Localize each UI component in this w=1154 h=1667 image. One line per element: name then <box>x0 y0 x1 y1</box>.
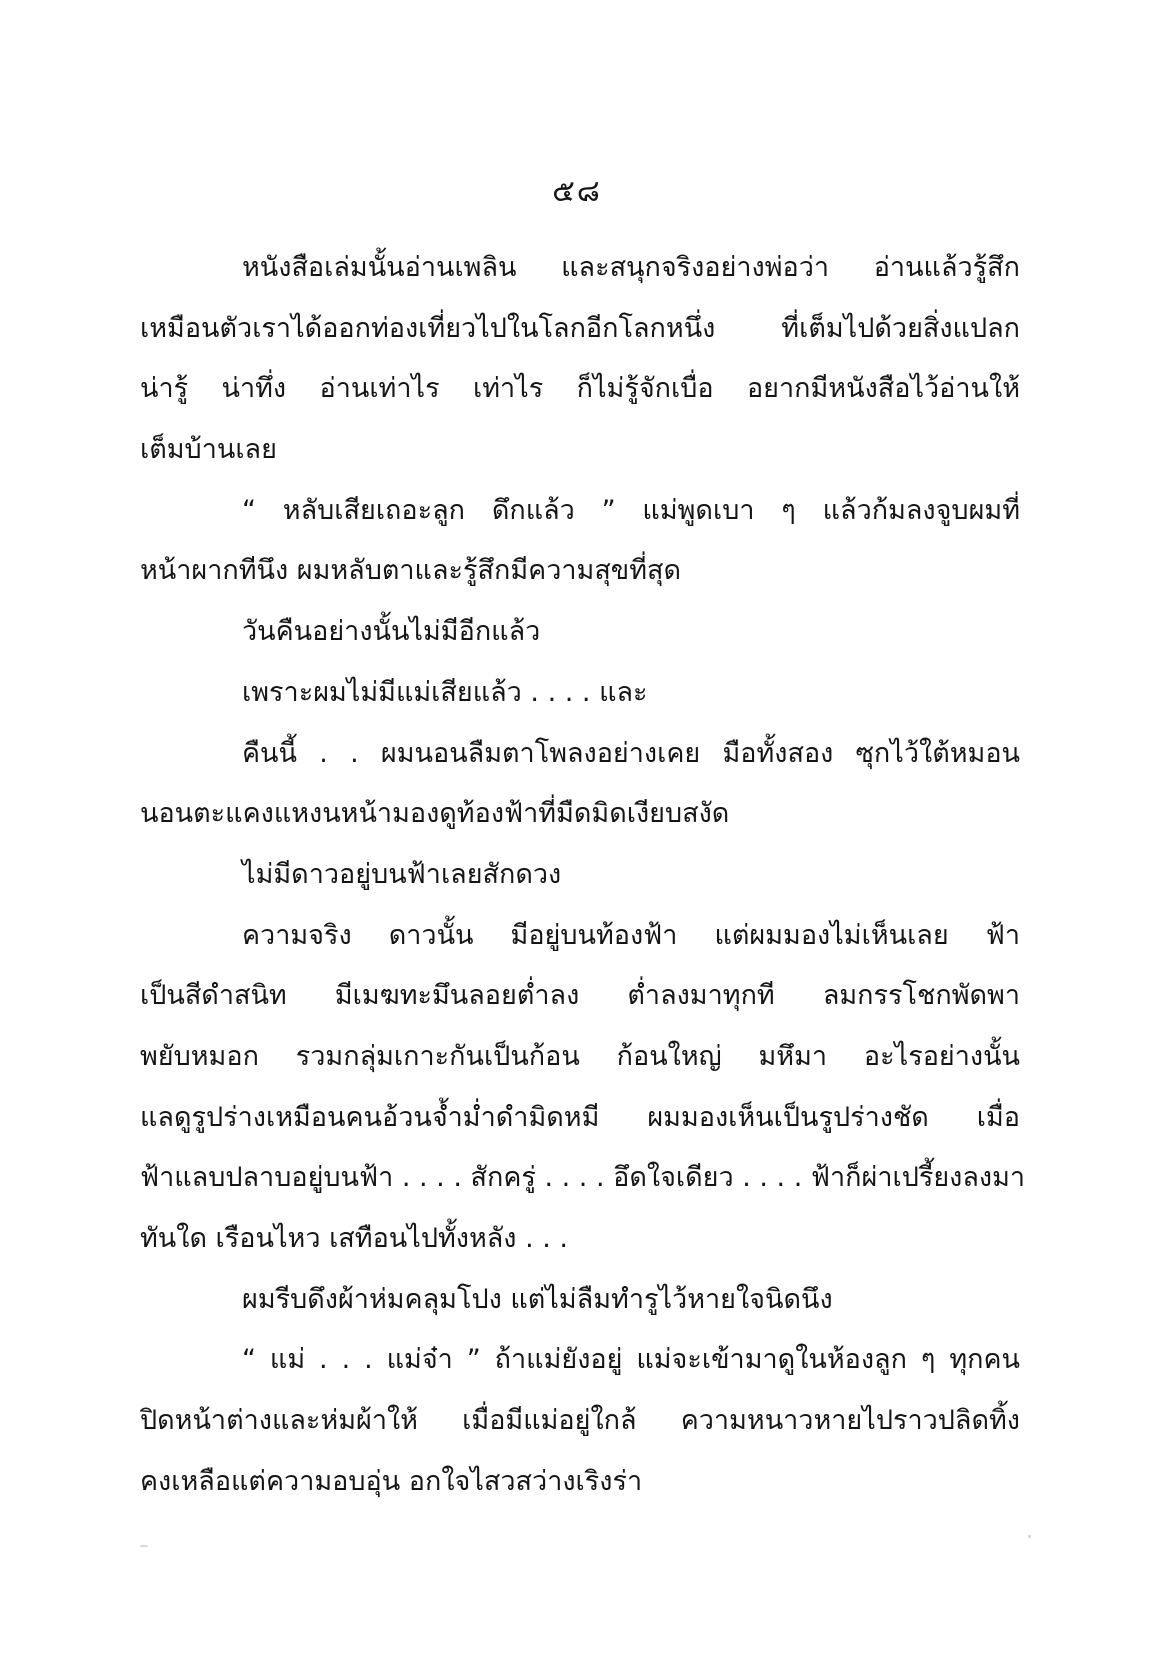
text-line-16: ฟ้าแลบปลาบอยู่บนฟ้า . . . . สักครู่ . . . . อึดใจเดียว . . . . ฟ้าก็ผ่าเปรี้ยงลงมา <box>140 1162 1026 1194</box>
text-line-20: ปิดหน้าต่างและห่มผ้าให้ เมื่อมีแม่อยู่ใกล้ ความหนาวหายไปราวปลิดทิ้ง <box>140 1405 1020 1437</box>
text-line-6: หน้าผากทีนึง ผมหลับตาและรู้สึกมีความสุขที่สุด <box>140 555 682 587</box>
text-line-10: นอนตะแคงแหงนหน้ามองดูท้องฟ้าที่มืดมิดเงียบสงัด <box>140 798 730 830</box>
text-line-8: เพราะผมไม่มีแม่เสียแล้ว . . . . และ <box>242 676 648 708</box>
text-line-2: เหมือนตัวเราได้ออกท่องเที่ยวไปในโลกอีกโลกหนึ่ง ที่เต็มไปด้วยสิ่งแปลก <box>140 312 1020 344</box>
text-line-15: แลดูรูปร่างเหมือนคนอ้วนจ้ำม่ำดำมิดหมี ผมมองเห็นเป็นรูปร่างชัด เมื่อ <box>140 1101 1020 1133</box>
text-line-18: ผมรีบดึงผ้าห่มคลุมโปง แต่ไม่ลืมทำรูไว้หายใจนิดนึง <box>242 1283 833 1315</box>
text-line-1: หนังสือเล่มนั้นอ่านเพลิน และสนุกจริงอย่างพ่อว่า อ่านแล้วรู้สึก <box>242 252 1020 283</box>
text-line-3: น่ารู้ น่าทึ่ง อ่านเท่าไร เท่าไร ก็ไม่รู้จักเบื่อ อยากมีหนังสือไว้อ่านให้ <box>140 373 1020 405</box>
text-line-5: “ หลับเสียเถอะลูก ดึกแล้ว ” แม่พูดเบา ๆ แล้วก้มลงจูบผมที่ <box>242 494 1020 526</box>
text-line-21: คงเหลือแต่ความอบอุ่น อกใจไสวสว่างเริงร่า <box>140 1465 643 1497</box>
text-line-13: เป็นสีดำสนิท มีเมฆทะมึนลอยต่ำลง ต่ำลงมาทุกที ลมกรรโชกพัดพา <box>140 980 1020 1012</box>
page-number: ๕๘ <box>552 174 602 209</box>
text-line-4: เต็มบ้านเลย <box>140 434 277 466</box>
text-line-7: วันคืนอย่างนั้นไม่มีอีกแล้ว <box>242 616 541 648</box>
text-line-19: “ แม่ . . . แม่จ๋า ” ถ้าแม่ยังอยู่ แม่จะเข้ามาดูในห้องลูก ๆ ทุกคน <box>242 1344 1020 1376</box>
text-line-11: ไม่มีดาวอยู่บนฟ้าเลยสักดวง <box>242 858 562 890</box>
body-text <box>140 238 1026 1512</box>
scan-speck <box>140 1545 148 1547</box>
scan-speck <box>1028 1535 1031 1538</box>
text-line-12: ความจริง ดาวนั้น มีอยู่บนท้องฟ้า แต่ผมมองไม่เห็นเลย ฟ้า <box>242 919 1020 951</box>
text-line-9: คืนนี้ . . ผมนอนลืมตาโพลงอย่างเคย มือทั้งสอง ซุกไว้ใต้หมอน <box>242 737 1020 769</box>
text-line-17: ทันใด เรือนไหว เสทือนไปทั้งหลัง . . . <box>140 1223 568 1254</box>
text-line-14: พยับหมอก รวมกลุ่มเกาะกันเป็นก้อน ก้อนใหญ่ มหึมา อะไรอย่างนั้น <box>140 1040 1020 1072</box>
